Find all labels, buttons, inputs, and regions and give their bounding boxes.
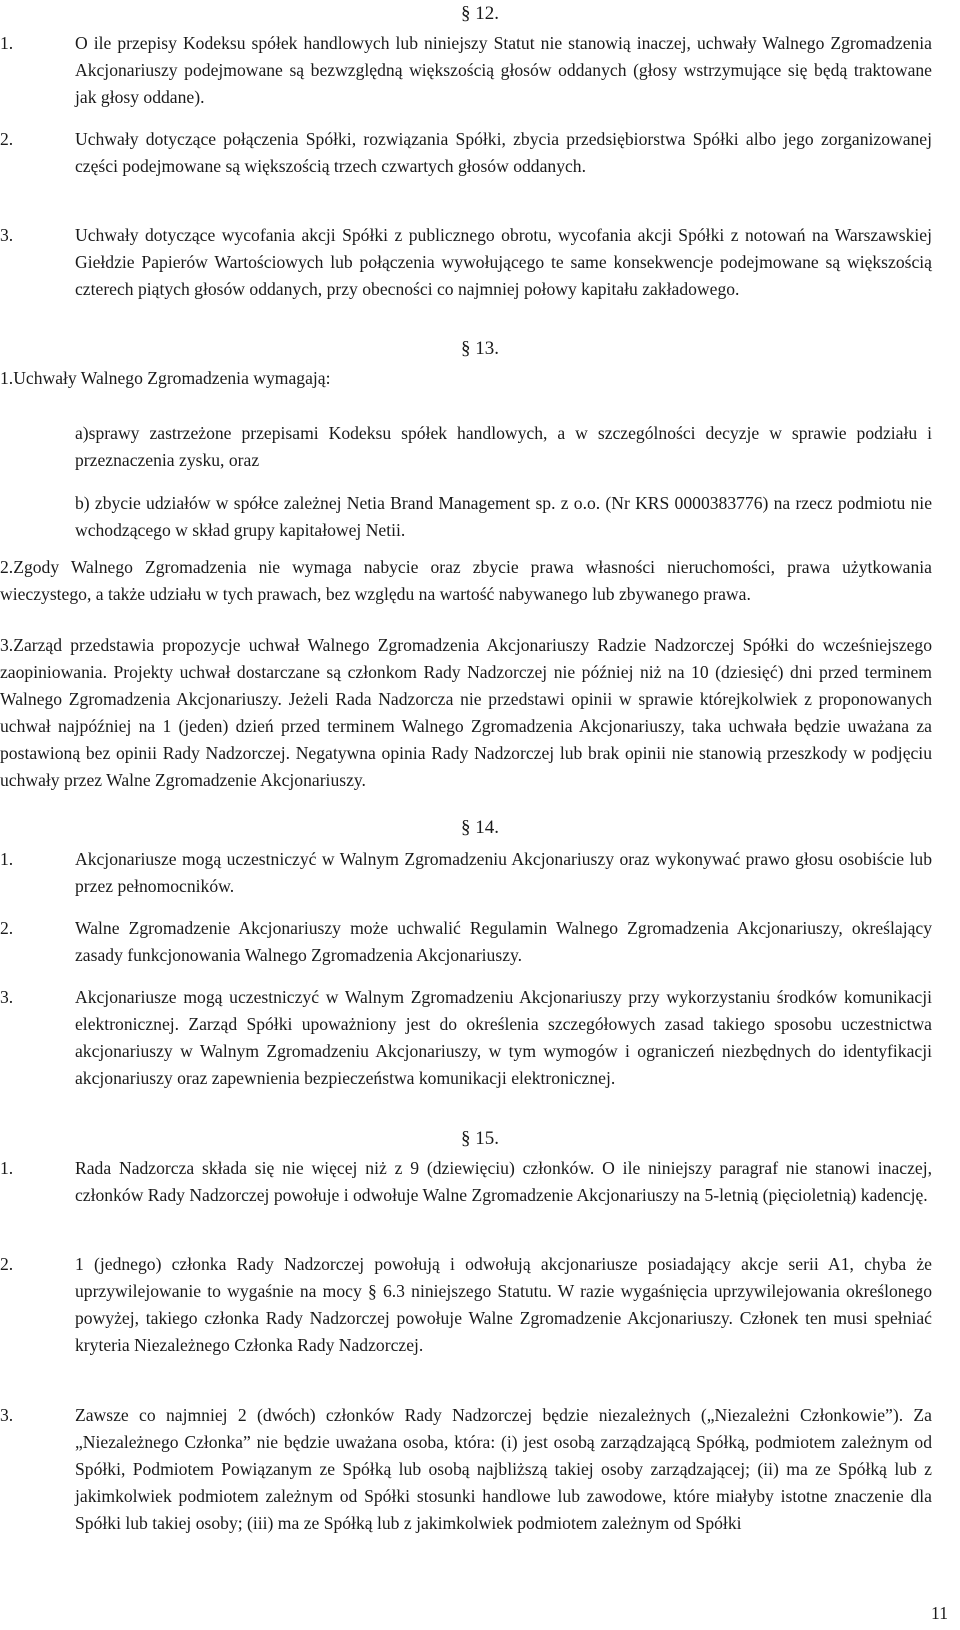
s13-para-2: 2.Zgody Walnego Zgromadzenia nie wymaga nabycie oraz zbycie prawa własności nieruchomości, prawa użytkowania wieczystego, a także udziału w tych prawach, bez względu na wartość nabywanego lub zbywanego prawa. (0, 557, 932, 604)
item-text: 1 (jednego) członka Rady Nadzorczej powołują i odwołują akcjonariusze posiadający akcje serii A1, chyba że uprzywilejowanie to wygaśnie na mocy § 6.3 niniejszego Statutu. W razie wygaśnięcia uprzywilejowania określonego powyżej, takiego członka Rady Nadzorczej powołuje Walne Zgromadzenie Akcjonariuszy. Członek ten musi spełniać kryteria Niezależnego Członka Rady Nadzorczej. (75, 1254, 932, 1355)
item-text: Akcjonariusze mogą uczestniczyć w Walnym Zgromadzeniu Akcjonariuszy oraz wykonywać prawo głosu osobiście lub przez pełnomocników. (75, 849, 932, 896)
section-heading-15: § 15. (461, 1128, 499, 1149)
item-text: Uchwały dotyczące wycofania akcji Spółki z publicznego obrotu, wycofania akcji Spółki z notowań na Warszawskiej Giełdzie Papierów Wartościowych lub połączenia wywołującego te same konsekwencje podejmowane są większością czterech piątych głosów oddanych, przy obecności co najmniej połowy kapitału zakładowego. (75, 225, 932, 299)
item-text: Walne Zgromadzenie Akcjonariuszy może uchwalić Regulamin Walnego Zgromadzenia Akcjonariuszy, określający zasady funkcjonowania Walnego Zgromadzenia Akcjonariuszy. (75, 918, 932, 965)
item-number: 2. (0, 918, 14, 938)
s13-sub-a: a)sprawy zastrzeżone przepisami Kodeksu spółek handlowych, a w szczególności decyzje w sprawie podziału i przeznaczenia zysku, oraz (75, 423, 932, 470)
item-text: O ile przepisy Kodeksu spółek handlowych lub niniejszy Statut nie stanowią inaczej, uchwały Walnego Zgromadzenia Akcjonariuszy podejmowane są bezwzględną większością głosów oddanych (głosy wstrzymujące się będą traktowane jak głosy oddane). (75, 33, 932, 107)
item-number: 1. (0, 33, 14, 53)
s13-para-3: 3.Zarząd przedstawia propozycje uchwał Walnego Zgromadzenia Akcjonariuszy Radzie Nadzorczej Spółki do wcześniejszego zaopiniowania. Projekty uchwał dostarczane są członkom Rady Nadzorczej nie później niż na 10 (dziesięć) dni przed terminem Walnego Zgromadzenia Akcjonariuszy. Jeżeli Rada Nadzorcza nie przedstawi opinii w sprawie którejkolwiek z proponowanych uchwał najpóźniej na 1 (jeden) dzień przed terminem Walnego Zgromadzenia Akcjonariuszy, taka uchwała będzie uważana za postawioną bez opinii Rady Nadzorczej. Negatywna opinia Rady Nadzorczej lub brak opinii nie stanowią przeszkody w podjęciu uchwały przez Walne Zgromadzenie Akcjonariuszy. (0, 635, 932, 790)
section-heading-13: § 13. (461, 338, 499, 359)
item-number: 3. (0, 1405, 14, 1425)
s13-intro: 1.Uchwały Walnego Zgromadzenia wymagają: (0, 368, 331, 388)
item-number: 1. (0, 849, 14, 869)
item-number: 1. (0, 1158, 14, 1178)
item-number: 2. (0, 1254, 14, 1274)
item-number: 2. (0, 129, 14, 149)
item-number: 3. (0, 987, 14, 1007)
section-heading-12: § 12. (461, 3, 499, 24)
item-text: Zawsze co najmniej 2 (dwóch) członków Rady Nadzorczej będzie niezależnych („Niezależni Członkowie”). Za „Niezależnego Członka” nie będzie uważana osoba, która: (i) jest osobą zarządzającą Spółką, podmiotem zależnym od Spółki, Podmiotem Powiązanym ze Spółką lub osobą najbliższą takiej osoby zarządzającej; (ii) ma ze Spółką lub z jakimkolwiek podmiotem zależnym od Spółki stosunki handlowe lub zawodowe, które miałyby istotne znaczenie dla Spółki lub takiej osoby; (iii) ma ze Spółką lub z jakimkolwiek podmiotem zależnym od Spółki (75, 1405, 932, 1533)
item-text: Rada Nadzorcza składa się nie więcej niż z 9 (dziewięciu) członków. O ile niniejszy paragraf nie stanowi inaczej, członków Rady Nadzorczej powołuje i odwołuje Walne Zgromadzenie Akcjonariuszy na 5-letnią (pięcioletnią) kadencję. (75, 1158, 932, 1205)
item-text: Akcjonariusze mogą uczestniczyć w Walnym Zgromadzeniu Akcjonariuszy przy wykorzystaniu środków komunikacji elektronicznej. Zarząd Spółki upoważniony jest do określenia szczegółowych zasad takiego sposobu uczestnictwa akcjonariuszy w Walnym Zgromadzeniu Akcjonariuszy, w tym wymogów i ograniczeń niezbędnych do identyfikacji akcjonariuszy oraz zapewnienia bezpieczeństwa komunikacji elektronicznej. (75, 987, 932, 1088)
item-number: 3. (0, 225, 14, 245)
s13-sub-b: b) zbycie udziałów w spółce zależnej Netia Brand Management sp. z o.o. (Nr KRS 0000383776) na rzecz podmiotu nie wchodzącego w skład grupy kapitałowej Netii. (75, 493, 932, 540)
section-heading-14: § 14. (461, 817, 499, 838)
item-text: Uchwały dotyczące połączenia Spółki, rozwiązania Spółki, zbycia przedsiębiorstwa Spółki albo jego zorganizowanej części podejmowane są większością trzech czwartych głosów oddanych. (75, 129, 932, 176)
page-number: 11 (931, 1603, 948, 1623)
